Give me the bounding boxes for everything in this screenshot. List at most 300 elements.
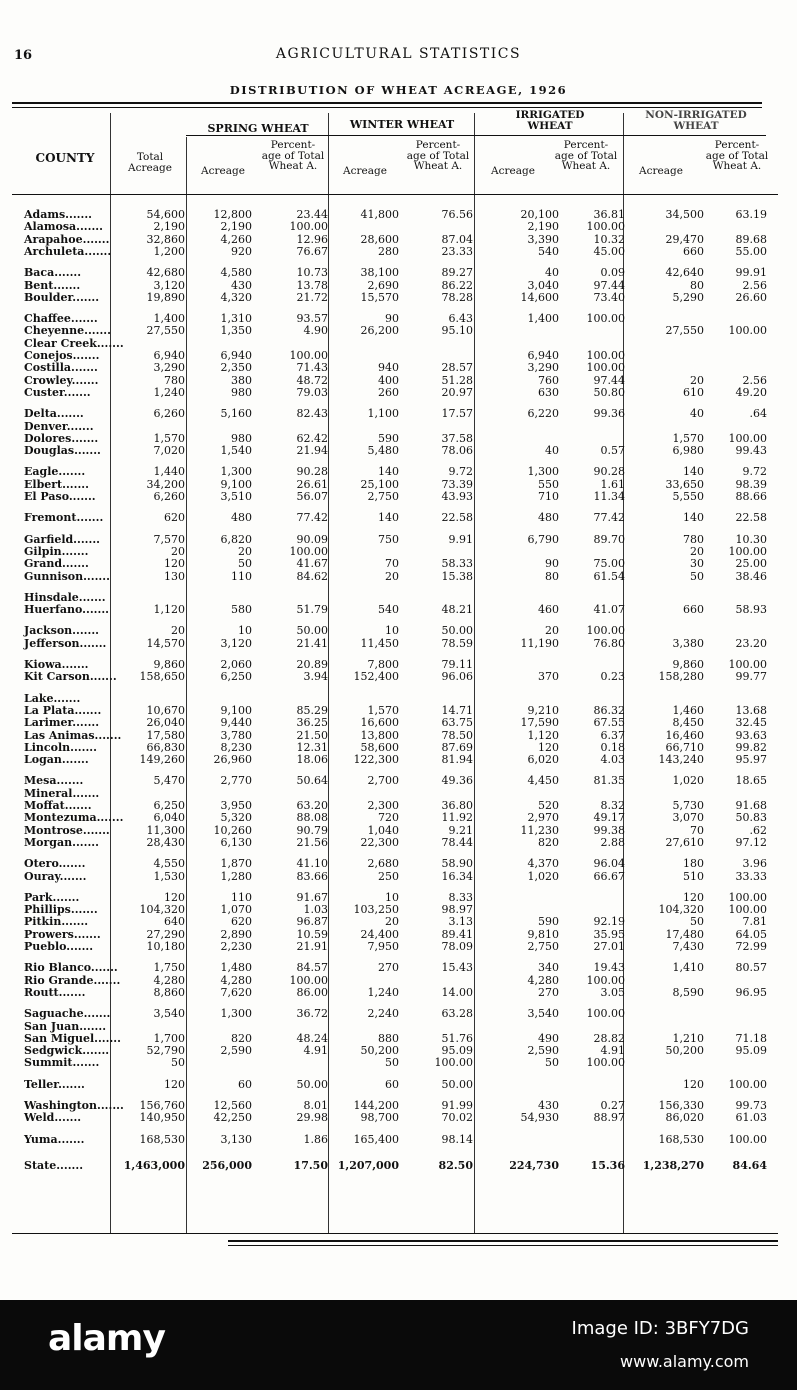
header-bottom-rule bbox=[12, 194, 778, 195]
cell-nonirrigated-acreage: 156,330 bbox=[658, 1099, 704, 1112]
cell-nonirrigated-percent: 33.33 bbox=[735, 869, 767, 883]
cell-winter-percent: 51.28 bbox=[441, 373, 473, 387]
cell-total-acreage: 10,180 bbox=[146, 940, 185, 953]
cell-irrigated-acreage: 50 bbox=[545, 1056, 559, 1070]
cell-irrigated-acreage: 4,280 bbox=[527, 973, 559, 987]
cell-nonirrigated-percent: 98.39 bbox=[735, 477, 767, 491]
cell-spring-acreage: 8,230 bbox=[220, 740, 252, 754]
cell-county: Garfield....... bbox=[24, 532, 100, 546]
cell-nonirrigated-percent: 38.46 bbox=[735, 569, 767, 583]
header-acreage: Acreage bbox=[639, 165, 683, 177]
cell-spring-acreage: 2,890 bbox=[220, 927, 252, 941]
cell-spring-acreage: 2,590 bbox=[220, 1044, 252, 1058]
cell-winter-acreage: 58,600 bbox=[360, 740, 399, 754]
table-row bbox=[0, 754, 797, 766]
cell-irrigated-percent: 100.00 bbox=[586, 312, 625, 326]
cell-winter-percent: 15.38 bbox=[441, 569, 473, 583]
cell-spring-acreage: 380 bbox=[231, 373, 252, 387]
cell-nonirrigated-percent: 13.68 bbox=[735, 703, 767, 717]
cell-spring-percent: 76.67 bbox=[296, 244, 328, 258]
cell-winter-acreage: 7,800 bbox=[367, 658, 399, 671]
top-rule bbox=[12, 102, 762, 104]
cell-nonirrigated-acreage: 8,590 bbox=[672, 985, 704, 999]
site-url: www.alamy.com bbox=[620, 1352, 749, 1371]
cell-nonirrigated-acreage: 20 bbox=[690, 544, 704, 558]
cell-spring-acreage: 430 bbox=[231, 278, 252, 292]
page-title: AGRICULTURAL STATISTICS bbox=[275, 46, 522, 62]
cell-spring-acreage: 9,100 bbox=[220, 477, 252, 491]
cell-nonirrigated-percent: 10.30 bbox=[735, 532, 767, 546]
cell-nonirrigated-acreage: 50 bbox=[690, 569, 704, 583]
cell-spring-percent: 100.00 bbox=[289, 973, 328, 987]
table-row bbox=[0, 916, 797, 928]
table-row bbox=[0, 408, 797, 420]
cell-county: Summit....... bbox=[24, 1056, 100, 1070]
cell-county: Lincoln....... bbox=[24, 740, 97, 754]
cell-winter-percent: 70.02 bbox=[441, 1111, 473, 1125]
cell-winter-percent: 6.43 bbox=[448, 312, 473, 326]
cell-irrigated-acreage: 460 bbox=[538, 603, 559, 617]
cell-winter-percent: 86.22 bbox=[441, 278, 473, 292]
cell-irrigated-acreage: 710 bbox=[538, 490, 559, 503]
cell-nonirrigated-acreage: 86,020 bbox=[665, 1111, 704, 1125]
cell-total-acreage: 20 bbox=[171, 544, 185, 558]
cell-spring-acreage: 980 bbox=[231, 431, 252, 445]
cell-winter-acreage: 60 bbox=[385, 1077, 399, 1091]
cell-spring-acreage: 6,820 bbox=[220, 532, 252, 546]
cell-winter-percent: 17.57 bbox=[441, 407, 473, 421]
cell-nonirrigated-percent: 50.83 bbox=[735, 811, 767, 825]
cell-nonirrigated-acreage: 70 bbox=[690, 823, 704, 837]
cell-winter-acreage: 940 bbox=[378, 361, 399, 375]
cell-county: Moffat....... bbox=[24, 799, 92, 812]
cell-county: Morgan....... bbox=[24, 835, 99, 849]
cell-spring-acreage: 3,780 bbox=[220, 728, 252, 742]
cell-winter-acreage: 50,200 bbox=[360, 1044, 399, 1058]
cell-irrigated-acreage: 590 bbox=[538, 915, 559, 929]
cell-county: Routt....... bbox=[24, 985, 86, 999]
cell-nonirrigated-percent: 96.95 bbox=[735, 985, 767, 999]
cell-county: Prowers....... bbox=[24, 927, 101, 941]
cell-spring-acreage: 9,440 bbox=[220, 716, 252, 730]
table-row bbox=[0, 812, 797, 824]
cell-nonirrigated-percent: 18.65 bbox=[735, 774, 767, 788]
cell-winter-acreage: 260 bbox=[378, 385, 399, 399]
cell-spring-percent: 82.43 bbox=[296, 407, 328, 421]
table-row bbox=[0, 825, 797, 837]
cell-total-acreage: 52,790 bbox=[146, 1044, 185, 1058]
cell-spring-acreage: 1,300 bbox=[220, 465, 252, 479]
cell-nonirrigated-acreage: 30 bbox=[690, 557, 704, 571]
cell-winter-percent: 73.39 bbox=[441, 477, 473, 491]
table-row bbox=[0, 546, 797, 558]
cell-spring-acreage: 1,480 bbox=[220, 961, 252, 975]
cell-county: Mesa....... bbox=[24, 774, 84, 788]
table-row bbox=[0, 800, 797, 812]
cell-county: Dolores....... bbox=[24, 431, 99, 445]
cell-county: Hinsdale....... bbox=[24, 590, 106, 604]
cell-nonirrigated-percent: 63.19 bbox=[735, 208, 767, 221]
cell-spring-acreage: 12,800 bbox=[213, 208, 252, 221]
cell-winter-acreage: 140 bbox=[378, 465, 399, 479]
cell-spring-percent: 41.10 bbox=[296, 857, 328, 871]
cell-county: Custer....... bbox=[24, 385, 91, 399]
cell-winter-acreage: 10 bbox=[385, 624, 399, 638]
cell-nonirrigated-acreage: 1,020 bbox=[672, 774, 704, 788]
cell-total-acreage: 104,320 bbox=[139, 903, 185, 917]
cell-spring-percent: 21.94 bbox=[296, 444, 328, 458]
cell-winter-acreage: 22,300 bbox=[360, 835, 399, 849]
cell-spring-percent: 84.57 bbox=[296, 961, 328, 975]
cell-spring-acreage: 1,870 bbox=[220, 857, 252, 871]
cell-total-acreage: 6,250 bbox=[153, 799, 185, 812]
cell-total-acreage: 1,750 bbox=[153, 961, 185, 975]
cell-total-acreage: 7,020 bbox=[153, 444, 185, 458]
cell-county: Douglas....... bbox=[24, 444, 101, 458]
cell-spring-acreage: 10,260 bbox=[213, 823, 252, 837]
cell-spring-percent: 26.61 bbox=[296, 477, 328, 491]
cell-county: Cheyenne....... bbox=[24, 324, 111, 338]
cell-irrigated-acreage: 630 bbox=[538, 385, 559, 399]
cell-spring-acreage: 6,940 bbox=[220, 349, 252, 362]
cell-spring-acreage: 3,130 bbox=[220, 1132, 252, 1146]
cell-nonirrigated-percent: 49.20 bbox=[735, 385, 767, 399]
cell-nonirrigated-percent: 97.12 bbox=[735, 835, 767, 849]
cell-winter-percent: 98.97 bbox=[441, 903, 473, 917]
cell-irrigated-acreage: 40 bbox=[545, 444, 559, 458]
cell-total-acreage: 1,700 bbox=[153, 1031, 185, 1045]
cell-nonirrigated-percent: 91.68 bbox=[735, 799, 767, 812]
cell-total-acreage: 42,680 bbox=[146, 266, 185, 280]
table-row bbox=[0, 1057, 797, 1069]
cell-nonirrigated-acreage: 27,610 bbox=[665, 835, 704, 849]
cell-nonirrigated-acreage: 510 bbox=[683, 869, 704, 883]
cell-winter-percent: 96.06 bbox=[441, 670, 473, 684]
cell-spring-acreage: 5,160 bbox=[220, 407, 252, 421]
table-row bbox=[0, 1134, 797, 1146]
cell-nonirrigated-percent: 25.00 bbox=[735, 557, 767, 571]
header-winter-wheat: WINTER WHEAT bbox=[349, 118, 455, 131]
cell-winter-percent: 11.92 bbox=[441, 811, 473, 825]
cell-county: Washington....... bbox=[24, 1099, 124, 1112]
cell-spring-acreage: 2,060 bbox=[220, 658, 252, 671]
cell-winter-percent: 78.59 bbox=[441, 636, 473, 650]
cell-total-acreage: 54,600 bbox=[146, 208, 185, 221]
cell-total-acreage: 50 bbox=[171, 1056, 185, 1070]
cell-nonirrigated-acreage: 29,470 bbox=[665, 232, 704, 246]
cell-winter-percent: 58.33 bbox=[441, 557, 473, 571]
cell-irrigated-acreage: 2,190 bbox=[527, 220, 559, 234]
cell-winter-percent: 28.57 bbox=[441, 361, 473, 375]
cell-irrigated-acreage: 550 bbox=[538, 477, 559, 491]
cell-spring-percent: 20.89 bbox=[296, 658, 328, 671]
cell-nonirrigated-acreage: 34,500 bbox=[665, 208, 704, 221]
table-row bbox=[0, 375, 797, 387]
cell-county: Bent....... bbox=[24, 278, 81, 292]
cell-total-acreage: 4,280 bbox=[153, 973, 185, 987]
table-row bbox=[0, 1008, 797, 1020]
cell-county: La Plata....... bbox=[24, 703, 102, 717]
cell-winter-percent: 16.34 bbox=[441, 869, 473, 883]
cell-nonirrigated-percent: 100.00 bbox=[728, 903, 767, 917]
cell-county: Chaffee....... bbox=[24, 312, 98, 326]
cell-winter-percent: 36.80 bbox=[441, 799, 473, 812]
cell-nonirrigated-percent: 99.43 bbox=[735, 444, 767, 458]
cell-county: Gunnison....... bbox=[24, 569, 110, 583]
cell-spring-percent: 83.66 bbox=[296, 869, 328, 883]
cell-spring-percent: 41.67 bbox=[296, 557, 328, 571]
cell-spring-percent: 84.62 bbox=[296, 569, 328, 583]
bottom-rule bbox=[12, 1233, 778, 1234]
cell-irrigated-acreage: 2,590 bbox=[527, 1044, 559, 1058]
cell-irrigated-percent: 76.80 bbox=[593, 636, 625, 650]
table-row bbox=[0, 638, 797, 650]
cell-winter-percent: 9.21 bbox=[448, 823, 473, 837]
cell-total-acreage: 19,890 bbox=[146, 290, 185, 304]
cell-spring-percent: 96.87 bbox=[296, 915, 328, 929]
cell-nonirrigated-acreage: 120 bbox=[683, 890, 704, 904]
cell-county: Teller....... bbox=[24, 1077, 85, 1091]
table-row bbox=[0, 987, 797, 999]
cell-nonirrigated-acreage: 143,240 bbox=[658, 753, 704, 767]
cell-spring-acreage: 110 bbox=[231, 569, 252, 583]
cell-irrigated-percent: 77.42 bbox=[593, 511, 625, 525]
cell-winter-acreage: 590 bbox=[378, 431, 399, 445]
cell-county: Eagle....... bbox=[24, 465, 86, 479]
bottom-rule-3 bbox=[228, 1245, 778, 1246]
cell-spring-percent: 50.00 bbox=[296, 624, 328, 638]
cell-irrigated-acreage: 1,400 bbox=[527, 312, 559, 326]
cell-winter-percent: 20.97 bbox=[441, 385, 473, 399]
cell-spring-percent: 13.78 bbox=[296, 278, 328, 292]
cell-irrigated-acreage: 3,540 bbox=[527, 1007, 559, 1021]
cell-county: Elbert....... bbox=[24, 477, 89, 491]
cell-winter-percent: 81.94 bbox=[441, 753, 473, 767]
table-row bbox=[0, 604, 797, 616]
cell-spring-percent: 85.29 bbox=[296, 703, 328, 717]
cell-spring-percent: 4.90 bbox=[303, 324, 328, 338]
table-row bbox=[0, 221, 797, 233]
cell-irrigated-percent: 97.44 bbox=[593, 373, 625, 387]
cell-nonirrigated-percent: .62 bbox=[749, 823, 767, 837]
cell-nonirrigated-percent: 80.57 bbox=[735, 961, 767, 975]
cell-irrigated-acreage: 90 bbox=[545, 557, 559, 571]
cell-winter-percent: 50.00 bbox=[441, 1077, 473, 1091]
cell-irrigated-percent: 8.32 bbox=[600, 799, 625, 812]
cell-county: Costilla....... bbox=[24, 361, 98, 375]
cell-winter-acreage: 1,040 bbox=[367, 823, 399, 837]
top-rule-2 bbox=[12, 107, 762, 108]
cell-spring-percent: 63.20 bbox=[296, 799, 328, 812]
cell-winter-percent: 78.06 bbox=[441, 444, 473, 458]
cell-total-acreage: 6,260 bbox=[153, 407, 185, 421]
cell-total-acreage: 9,860 bbox=[153, 658, 185, 671]
cell-winter-acreage: 1,570 bbox=[367, 703, 399, 717]
cell-winter-acreage: 5,480 bbox=[367, 444, 399, 458]
table-row bbox=[0, 1160, 797, 1172]
cell-spring-percent: 71.43 bbox=[296, 361, 328, 375]
cell-spring-percent: 17.50 bbox=[293, 1158, 328, 1172]
cell-winter-acreage: 2,300 bbox=[367, 799, 399, 812]
cell-spring-acreage: 256,000 bbox=[202, 1158, 252, 1172]
cell-spring-percent: 1.03 bbox=[303, 903, 328, 917]
cell-irrigated-percent: 86.32 bbox=[593, 703, 625, 717]
cell-irrigated-acreage: 480 bbox=[538, 511, 559, 525]
cell-irrigated-percent: 0.23 bbox=[600, 670, 625, 684]
table-row bbox=[0, 479, 797, 491]
cell-total-acreage: 3,540 bbox=[153, 1007, 185, 1021]
cell-winter-percent: 100.00 bbox=[434, 1056, 473, 1070]
header-acreage: Acreage bbox=[201, 165, 245, 177]
cell-spring-acreage: 3,510 bbox=[220, 490, 252, 503]
cell-winter-percent: 9.72 bbox=[448, 465, 473, 479]
cell-total-acreage: 34,200 bbox=[146, 477, 185, 491]
cell-spring-percent: 77.42 bbox=[296, 511, 328, 525]
cell-spring-acreage: 60 bbox=[238, 1077, 252, 1091]
cell-irrigated-percent: 100.00 bbox=[586, 1056, 625, 1070]
cell-irrigated-acreage: 3,040 bbox=[527, 278, 559, 292]
cell-irrigated-percent: 11.34 bbox=[593, 490, 625, 503]
cell-county: Denver....... bbox=[24, 419, 94, 433]
cell-winter-percent: 49.36 bbox=[441, 774, 473, 788]
cell-nonirrigated-acreage: 5,730 bbox=[672, 799, 704, 812]
cell-spring-acreage: 620 bbox=[231, 915, 252, 929]
cell-winter-acreage: 2,750 bbox=[367, 490, 399, 503]
cell-county: Alamosa....... bbox=[24, 220, 103, 234]
cell-irrigated-acreage: 540 bbox=[538, 244, 559, 258]
cell-spring-percent: 12.96 bbox=[296, 232, 328, 246]
cell-nonirrigated-percent: 99.73 bbox=[735, 1099, 767, 1112]
table-row bbox=[0, 904, 797, 916]
cell-winter-acreage: 280 bbox=[378, 244, 399, 258]
cell-nonirrigated-acreage: 6,980 bbox=[672, 444, 704, 458]
cell-total-acreage: 158,650 bbox=[139, 670, 185, 684]
cell-nonirrigated-percent: 23.20 bbox=[735, 636, 767, 650]
table-row bbox=[0, 466, 797, 478]
cell-county: Logan....... bbox=[24, 753, 89, 767]
cell-winter-percent: 23.33 bbox=[441, 244, 473, 258]
cell-spring-percent: 18.06 bbox=[296, 753, 328, 767]
cell-winter-acreage: 13,800 bbox=[360, 728, 399, 742]
cell-nonirrigated-acreage: 50,200 bbox=[665, 1044, 704, 1058]
cell-winter-acreage: 70 bbox=[385, 557, 399, 571]
cell-winter-percent: 15.43 bbox=[441, 961, 473, 975]
cell-nonirrigated-percent: 58.93 bbox=[735, 603, 767, 617]
cell-irrigated-acreage: 3,390 bbox=[527, 232, 559, 246]
table-row bbox=[0, 858, 797, 870]
cell-irrigated-acreage: 1,300 bbox=[527, 465, 559, 479]
cell-winter-percent: 82.50 bbox=[438, 1158, 473, 1172]
cell-spring-percent: 10.59 bbox=[296, 927, 328, 941]
header-total-acreage: Total Acreage bbox=[128, 151, 172, 174]
cell-nonirrigated-acreage: 168,530 bbox=[658, 1132, 704, 1146]
cell-county: Grand....... bbox=[24, 557, 89, 571]
cell-total-acreage: 3,120 bbox=[153, 278, 185, 292]
cell-nonirrigated-percent: 64.05 bbox=[735, 927, 767, 941]
cell-irrigated-percent: 15.36 bbox=[590, 1158, 625, 1172]
cell-winter-percent: 8.33 bbox=[448, 890, 473, 904]
cell-spring-acreage: 2,770 bbox=[220, 774, 252, 788]
cell-total-acreage: 1,120 bbox=[153, 603, 185, 617]
cell-total-acreage: 28,430 bbox=[146, 835, 185, 849]
cell-total-acreage: 120 bbox=[164, 557, 185, 571]
cell-irrigated-acreage: 2,750 bbox=[527, 940, 559, 953]
cell-nonirrigated-acreage: 66,710 bbox=[665, 740, 704, 754]
cell-spring-percent: 36.72 bbox=[296, 1007, 328, 1021]
cell-county: Pueblo....... bbox=[24, 940, 94, 953]
cell-irrigated-percent: 49.17 bbox=[593, 811, 625, 825]
cell-spring-acreage: 4,280 bbox=[220, 973, 252, 987]
cell-winter-acreage: 144,200 bbox=[353, 1099, 399, 1112]
cell-winter-acreage: 28,600 bbox=[360, 232, 399, 246]
cell-spring-percent: 21.91 bbox=[296, 940, 328, 953]
cell-irrigated-percent: 0.09 bbox=[600, 266, 625, 280]
cell-nonirrigated-percent: 95.09 bbox=[735, 1044, 767, 1058]
cell-spring-percent: 36.25 bbox=[296, 716, 328, 730]
cell-nonirrigated-percent: 100.00 bbox=[728, 431, 767, 445]
cell-winter-acreage: 400 bbox=[378, 373, 399, 387]
cell-county: Kit Carson....... bbox=[24, 670, 117, 684]
cell-irrigated-percent: 3.05 bbox=[600, 985, 625, 999]
cell-nonirrigated-acreage: 16,460 bbox=[665, 728, 704, 742]
cell-irrigated-acreage: 11,190 bbox=[520, 636, 559, 650]
table-row bbox=[0, 659, 797, 671]
cell-nonirrigated-percent: 100.00 bbox=[728, 658, 767, 671]
cell-winter-acreage: 90 bbox=[385, 312, 399, 326]
table-row bbox=[0, 871, 797, 883]
cell-irrigated-acreage: 17,590 bbox=[520, 716, 559, 730]
cell-spring-acreage: 1,350 bbox=[220, 324, 252, 338]
cell-spring-acreage: 4,580 bbox=[220, 266, 252, 280]
cell-county: El Paso....... bbox=[24, 490, 96, 503]
cell-county: Saguache....... bbox=[24, 1007, 111, 1021]
cell-total-acreage: 1,400 bbox=[153, 312, 185, 326]
table-row bbox=[0, 837, 797, 849]
cell-irrigated-percent: 36.81 bbox=[593, 208, 625, 221]
cell-county: Jefferson....... bbox=[24, 636, 107, 650]
table-row bbox=[0, 313, 797, 325]
cell-irrigated-acreage: 1,020 bbox=[527, 869, 559, 883]
cell-nonirrigated-percent: 55.00 bbox=[735, 244, 767, 258]
cell-spring-percent: 62.42 bbox=[296, 431, 328, 445]
table-row bbox=[0, 592, 797, 604]
cell-spring-percent: 90.28 bbox=[296, 465, 328, 479]
image-id: Image ID: 3BFY7DG bbox=[571, 1318, 749, 1339]
cell-nonirrigated-percent: 99.82 bbox=[735, 740, 767, 754]
cell-irrigated-acreage: 20 bbox=[545, 624, 559, 638]
cell-winter-acreage: 11,450 bbox=[360, 636, 399, 650]
cell-total-acreage: 27,290 bbox=[146, 927, 185, 941]
cell-winter-acreage: 750 bbox=[378, 532, 399, 546]
cell-county: Rio Grande....... bbox=[24, 973, 121, 987]
table-row bbox=[0, 625, 797, 637]
cell-winter-percent: 87.69 bbox=[441, 740, 473, 754]
cell-nonirrigated-acreage: 7,430 bbox=[672, 940, 704, 953]
cell-spring-acreage: 480 bbox=[231, 511, 252, 525]
cell-spring-percent: 56.07 bbox=[296, 490, 328, 503]
cell-spring-percent: 12.31 bbox=[296, 740, 328, 754]
cell-nonirrigated-percent: 88.66 bbox=[735, 490, 767, 503]
cell-county: Adams....... bbox=[24, 208, 92, 221]
cell-county: State....... bbox=[24, 1158, 84, 1172]
cell-spring-acreage: 1,540 bbox=[220, 444, 252, 458]
cell-irrigated-percent: 6.37 bbox=[600, 728, 625, 742]
header-group-rule bbox=[186, 135, 766, 136]
cell-winter-acreage: 250 bbox=[378, 869, 399, 883]
cell-irrigated-acreage: 224,730 bbox=[509, 1158, 559, 1172]
table-row bbox=[0, 693, 797, 705]
cell-winter-acreage: 41,800 bbox=[360, 208, 399, 221]
